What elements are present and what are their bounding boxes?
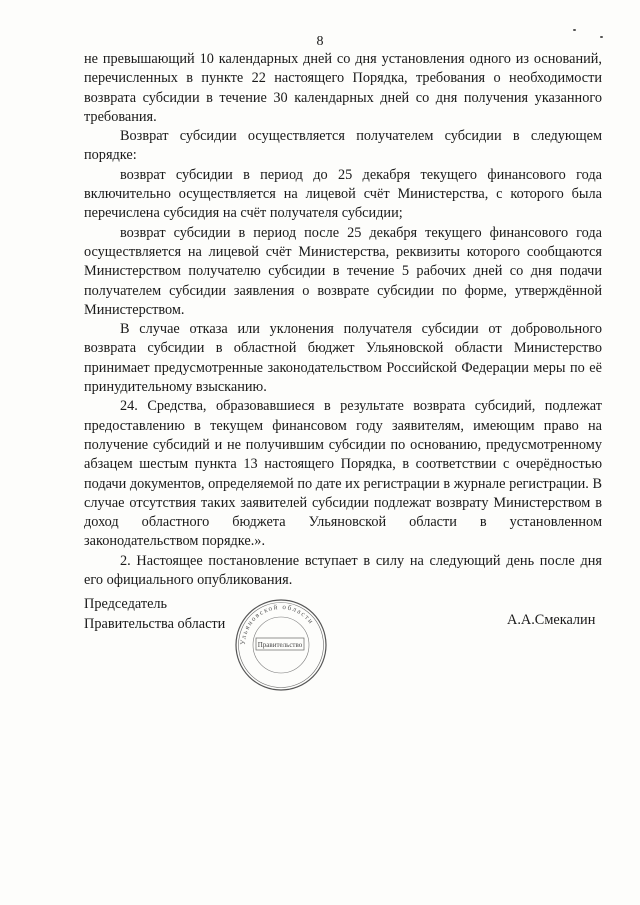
scan-speck	[600, 36, 603, 38]
paragraph: возврат субсидии в период до 25 декабря текущего финансового года включительно осуществляется на лицевой счёт Министерства, с которого была перечислена субсидия на счёт получателя субсидии;	[84, 166, 602, 222]
paragraph: не превышающий 10 календарных дней со дня установления одного из оснований, перечисленных в пункте 22 настоящего Порядка, требования о необходимости возврата субсидии в течение 30 календарных дней со дня получения указанного требования.	[84, 51, 602, 125]
paragraph: возврат субсидии в период после 25 декабря текущего финансового года осуществляется на лицевой счёт Министерства, реквизиты которого сообщаются Министерством получателю субсидии в течение 5 рабочих дней со дня подачи получателем субсидии заявления о возврате субсидии по форме, утверждённой Министерством.	[84, 224, 602, 318]
page-number: 8	[316, 34, 324, 49]
signature-title-line1: Председатель	[84, 596, 168, 612]
seal-center-text: Правительство	[257, 641, 303, 649]
scan-speck	[573, 29, 576, 31]
paragraph: 2. Настоящее постановление вступает в силу на следующий день после дня его официального опубликования.	[84, 552, 602, 589]
paragraph: 24. Средства, образовавшиеся в результате возврата субсидий, подлежат предоставлению в текущем финансовом году заявителям, имеющим право на получение субсидий и не получившим субсидии по основанию, предусмотренному абзацем шестым пункта 13 настоящего Порядка, в соответствии с очерёдностью подачи документов, определяемой по дате их регистрации в журнале регистрации. В случае отсутствия таких заявителей субсидии подлежат возврату Министерством в доход областного бюджета Ульяновской области в установленном законодательством порядке.».	[84, 398, 602, 550]
official-seal-stamp	[222, 595, 340, 695]
signer-name: А.А.Смекалин	[507, 612, 596, 628]
seal-ring-text: Ульяновской области	[238, 602, 316, 646]
signature-title	[84, 594, 225, 634]
paragraph: В случае отказа или уклонения получателя субсидии от добровольного возврата субсидии в областной бюджет Ульяновской области Министерство принимает предусмотренные законодательством Российской Федерации меры по её принудительному взысканию.	[84, 321, 602, 396]
document-body	[84, 50, 602, 590]
paragraph: Возврат субсидии осуществляется получателем субсидии в следующем порядке:	[84, 128, 602, 164]
signature-title-line2: Правительства области	[84, 616, 226, 632]
